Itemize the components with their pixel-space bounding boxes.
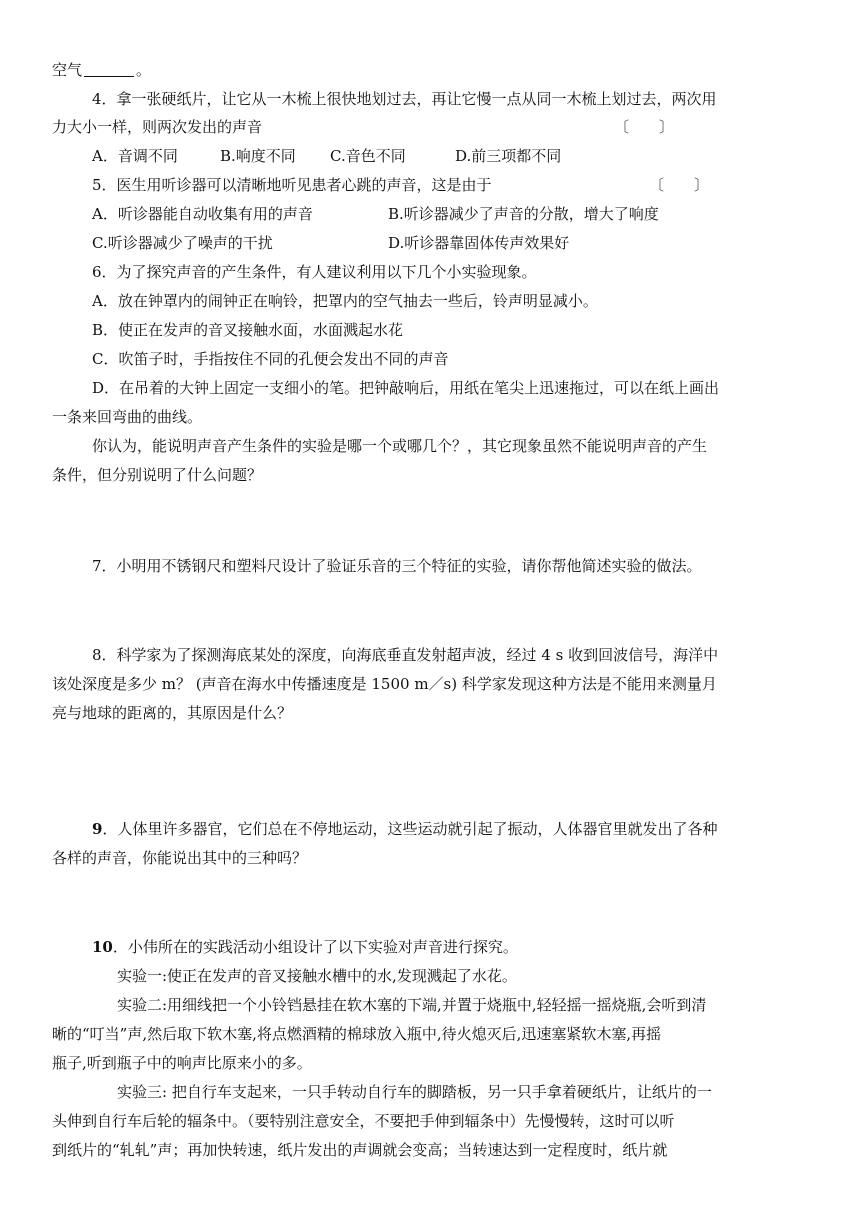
- q10-experiment-1: 实验一:使正在发声的音叉接触水槽中的水,发现溅起了水花。: [117, 967, 517, 985]
- q8-line-3: 亮与地球的距离的，其原因是什么？: [52, 704, 293, 722]
- q5-stem: 5．医生用听诊器可以清晰地听见患者心跳的声音，这是由于: [92, 176, 492, 194]
- q9-line-2: 各样的声音，你能说出其中的三种吗？: [52, 849, 308, 867]
- q6-option-c: C．吹笛子时，手指按住不同的孔便会发出不同的声音: [92, 350, 449, 368]
- q3-answer-blank[interactable]: [84, 62, 134, 77]
- q3-tail-line: [52, 60, 822, 80]
- q5-option-c: C.听诊器减少了噪声的干扰: [92, 234, 273, 252]
- q5-option-b: B.听诊器减少了声音的分散，增大了响度: [388, 205, 659, 223]
- q5-options-row-2: [92, 233, 860, 253]
- q7-text: 7．小明用不锈钢尺和塑料尺设计了验证乐音的三个特征的实验，请你帮他简述实验的做法。: [92, 557, 702, 575]
- q5-option-a: A．听诊器能自动收集有用的声音: [92, 205, 313, 223]
- q10-stem: [92, 937, 860, 957]
- q6-question-line-2: 条件，但分别说明了什么问题？: [52, 466, 263, 484]
- q6-option-d-line-1: D．在吊着的大钟上固定一支细小的笔。把钟敲响后，用纸在笔尖上迅速拖过，可以在纸上画出: [92, 379, 720, 397]
- q6-stem: 6．为了探究声音的产生条件，有人建议利用以下几个小实验现象。: [92, 263, 537, 281]
- q4-options: [92, 146, 860, 166]
- q9-line-1: [92, 819, 860, 839]
- q3-prefix: 空气: [52, 61, 83, 79]
- q10-experiment-2-line-3: 瓶子,听到瓶子中的响声比原来小的多。: [52, 1054, 312, 1072]
- q9-line-1-text: ．人体里许多器官，它们总在不停地运动，这些运动就引起了振动，人体器官里就发出了各种: [102, 820, 718, 838]
- q5-option-d: D.听诊器靠固体传声效果好: [388, 234, 570, 252]
- q10-number: 10: [92, 938, 113, 956]
- q6-option-d-line-2: 一条来回弯曲的曲线。: [52, 408, 203, 426]
- q6-option-b: B．使正在发声的音叉接触水面，水面溅起水花: [92, 321, 404, 339]
- q10-experiment-3-line-3: 到纸片的“轧轧”声；再加快转速，纸片发出的声调就会变高；当转速达到一定程度时，纸片就: [52, 1141, 668, 1159]
- q8-line-2: 该处深度是多少 m？ (声音在海水中传播速度是 1500 m／s) 科学家发现这种方法是不能用来测量月: [52, 675, 717, 693]
- q10-experiment-3-line-2: 头伸到自行车后轮的辐条中。（要特别注意安全，不要把手伸到辐条中）先慢慢转，这时可以听: [52, 1112, 675, 1130]
- q5-answer-bracket[interactable]: 〔 〕: [649, 176, 710, 194]
- q4-option-a: A．音调不同: [92, 147, 178, 165]
- q9-number: 9: [92, 820, 103, 838]
- q4-line-1: 4．拿一张硬纸片，让它从一木梳上很快地划过去，再让它慢一点从同一木梳上划过去，两次用: [92, 90, 717, 108]
- q4-line-2: 力大小一样，则两次发出的声音: [52, 118, 263, 136]
- q6-question-line-1: 你认为，能说明声音产生条件的实验是哪一个或哪几个？，其它现象虽然不能说明声音的产生: [92, 437, 708, 455]
- q4-option-c: C.音色不同: [330, 147, 406, 165]
- q3-suffix: 。: [136, 61, 152, 79]
- q4-option-d: D.前三项都不同: [455, 147, 562, 165]
- q8-line-1: 8．科学家为了探测海底某处的深度，向海底垂直发射超声波，经过 4 s 收到回波信号，海洋中: [92, 646, 719, 664]
- q10-stem-text: ．小伟所在的实践活动小组设计了以下实验对声音进行探究。: [112, 938, 518, 956]
- q5-options-row-1: [92, 204, 860, 224]
- q4-answer-bracket[interactable]: 〔 〕: [614, 118, 675, 136]
- q10-experiment-2-line-1: 实验二:用细线把一个小铃铛悬挂在软木塞的下端,并置于烧瓶中,轻轻摇一摇烧瓶,会听到清: [117, 996, 707, 1014]
- q6-option-a: A．放在钟罩内的闹钟正在响铃，把罩内的空气抽去一些后，铃声明显减小。: [92, 292, 598, 310]
- q10-experiment-3-line-1: 实验三: 把自行车支起来，一只手转动自行车的脚踏板，另一只手拿着硬纸片，让纸片的一: [117, 1083, 712, 1101]
- q10-experiment-2-line-2: 晰的“叮当”声,然后取下软木塞,将点燃酒精的棉球放入瓶中,待火熄灭后,迅速塞紧软木塞,再摇: [52, 1025, 662, 1043]
- q4-option-b: B.响度不同: [220, 147, 296, 165]
